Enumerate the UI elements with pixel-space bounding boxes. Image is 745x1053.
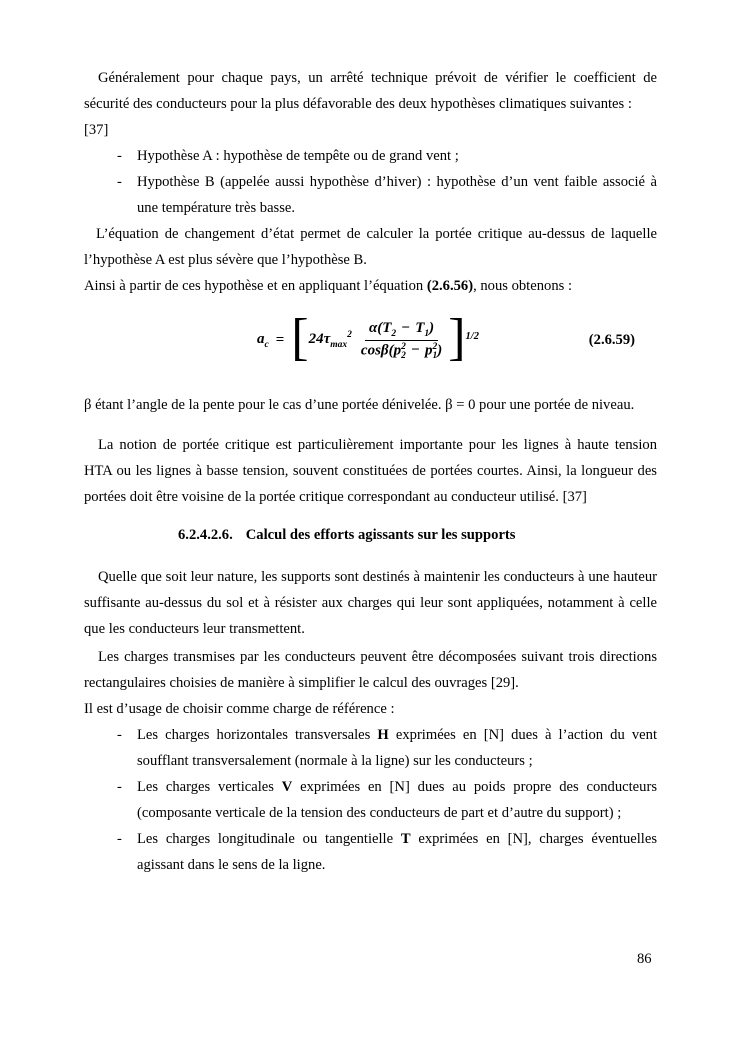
bullet-dash: - (117, 148, 122, 164)
eq-exponent: 1/2 (465, 330, 479, 342)
paragraph-ainsi (84, 273, 657, 299)
equation-number: (2.6.59) (588, 332, 635, 348)
bullet-dash: - (117, 727, 122, 743)
symbol-v: V (281, 779, 293, 795)
eq-fraction (357, 320, 446, 360)
bullet-dash: - (117, 174, 122, 190)
list-item-text: Les charges verticales V exprimées en [N] dues au poids propre des conducteurs (composante verticale de la tension des conducteurs de part et d’autre du support) ; (137, 779, 657, 821)
citation-37: [37] (84, 122, 109, 138)
list-item-hypothese-b (84, 169, 657, 221)
equation-ref-2656: (2.6.56) (426, 278, 474, 294)
paragraph-ainsi-post: , nous obtenons : (473, 278, 572, 294)
eq-right-bracket: ] (448, 309, 466, 366)
bullet-dash: - (117, 779, 122, 795)
section-number: 6.2.4.2.6. (178, 527, 233, 543)
list-item-text: Les charges horizontales transversales H exprimées en [N] dues à l’action du vent soufflant transversalement (normale à la ligne) sur les conducteurs ; (137, 727, 657, 769)
equation-body (257, 309, 479, 368)
equation-2-6-59 (84, 309, 657, 368)
list-item-charges-v (84, 774, 657, 826)
page-body (84, 65, 657, 878)
eq-lhs: $a_c$ (257, 330, 269, 350)
eq-numerator: $\alpha(T_2 - T_1)$ (365, 320, 438, 341)
paragraph-usage: Il est d’usage de choisir comme charge de référence : (84, 701, 395, 717)
section-title: Calcul des efforts agissants sur les supports (245, 527, 516, 543)
eq-denominator: cosβ(p 2 2 − p 2 1 ) (360, 342, 443, 361)
paragraph-intro (84, 65, 657, 117)
eq-left-bracket: [ (291, 309, 309, 366)
paragraph-portee-critique: La notion de portée critique est particulièrement importante pour les lignes à haute tension HTA ou les lignes à basse tension, souvent constituées de portées courtes. Ainsi, la longueur des portées doit être voisine de la portée critique correspondant au conducteur utilisé. [37] (84, 437, 657, 505)
list-item-text: Hypothèse B (appelée aussi hypothèse d’hiver) : hypothèse d’un vent faible associé à une température très basse. (137, 174, 657, 216)
list-item-text: Les charges longitudinale ou tangentielle T exprimées en [N], charges éventuelles agissant dans le sens de la ligne. (137, 831, 657, 873)
paragraph-equation-etat: L’équation de changement d’état permet de calculer la portée critique au-dessus de laquelle l’hypothèse A est plus sévère que l’hypothèse B. (84, 226, 657, 268)
paragraph-charges-transmises: Les charges transmises par les conducteurs peuvent être décomposées suivant trois directions rectangulaires choisies de manière à simplifier le calcul des ouvrages [29]. (84, 649, 657, 691)
symbol-h: H (377, 727, 389, 743)
paragraph-beta: β étant l’angle de la pente pour le cas d’une portée dénivelée. β = 0 pour une portée de niveau. (84, 397, 635, 413)
eq-equals: = (275, 331, 285, 348)
paragraph-ainsi-pre: Ainsi à partir de ces hypothèse et en appliquant l’équation (84, 278, 427, 294)
page-number: 86 (637, 951, 652, 967)
bullet-dash: - (117, 831, 122, 847)
list-item-charges-t (84, 826, 657, 878)
section-heading (178, 522, 657, 548)
symbol-t: T (400, 831, 411, 847)
list-item-text: Hypothèse A : hypothèse de tempête ou de grand vent ; (137, 148, 459, 164)
eq-coefficient: $24\tau_{max}^2$ (308, 330, 352, 350)
paragraph-supports: Quelle que soit leur nature, les supports sont destinés à maintenir les conducteurs à une hauteur suffisante au-dessus du sol et à résister aux charges qui leur sont appliquées, notamment à celle que les conducteurs leur transmettent. (84, 569, 657, 637)
list-item-charges-h (84, 722, 657, 774)
list-item-hypothese-a (84, 143, 657, 169)
paragraph-intro-text: Généralement pour chaque pays, un arrêté technique prévoit de vérifier le coefficient de sécurité des conducteurs pour la plus défavorable des deux hypothèses climatiques suivantes : (84, 70, 657, 112)
